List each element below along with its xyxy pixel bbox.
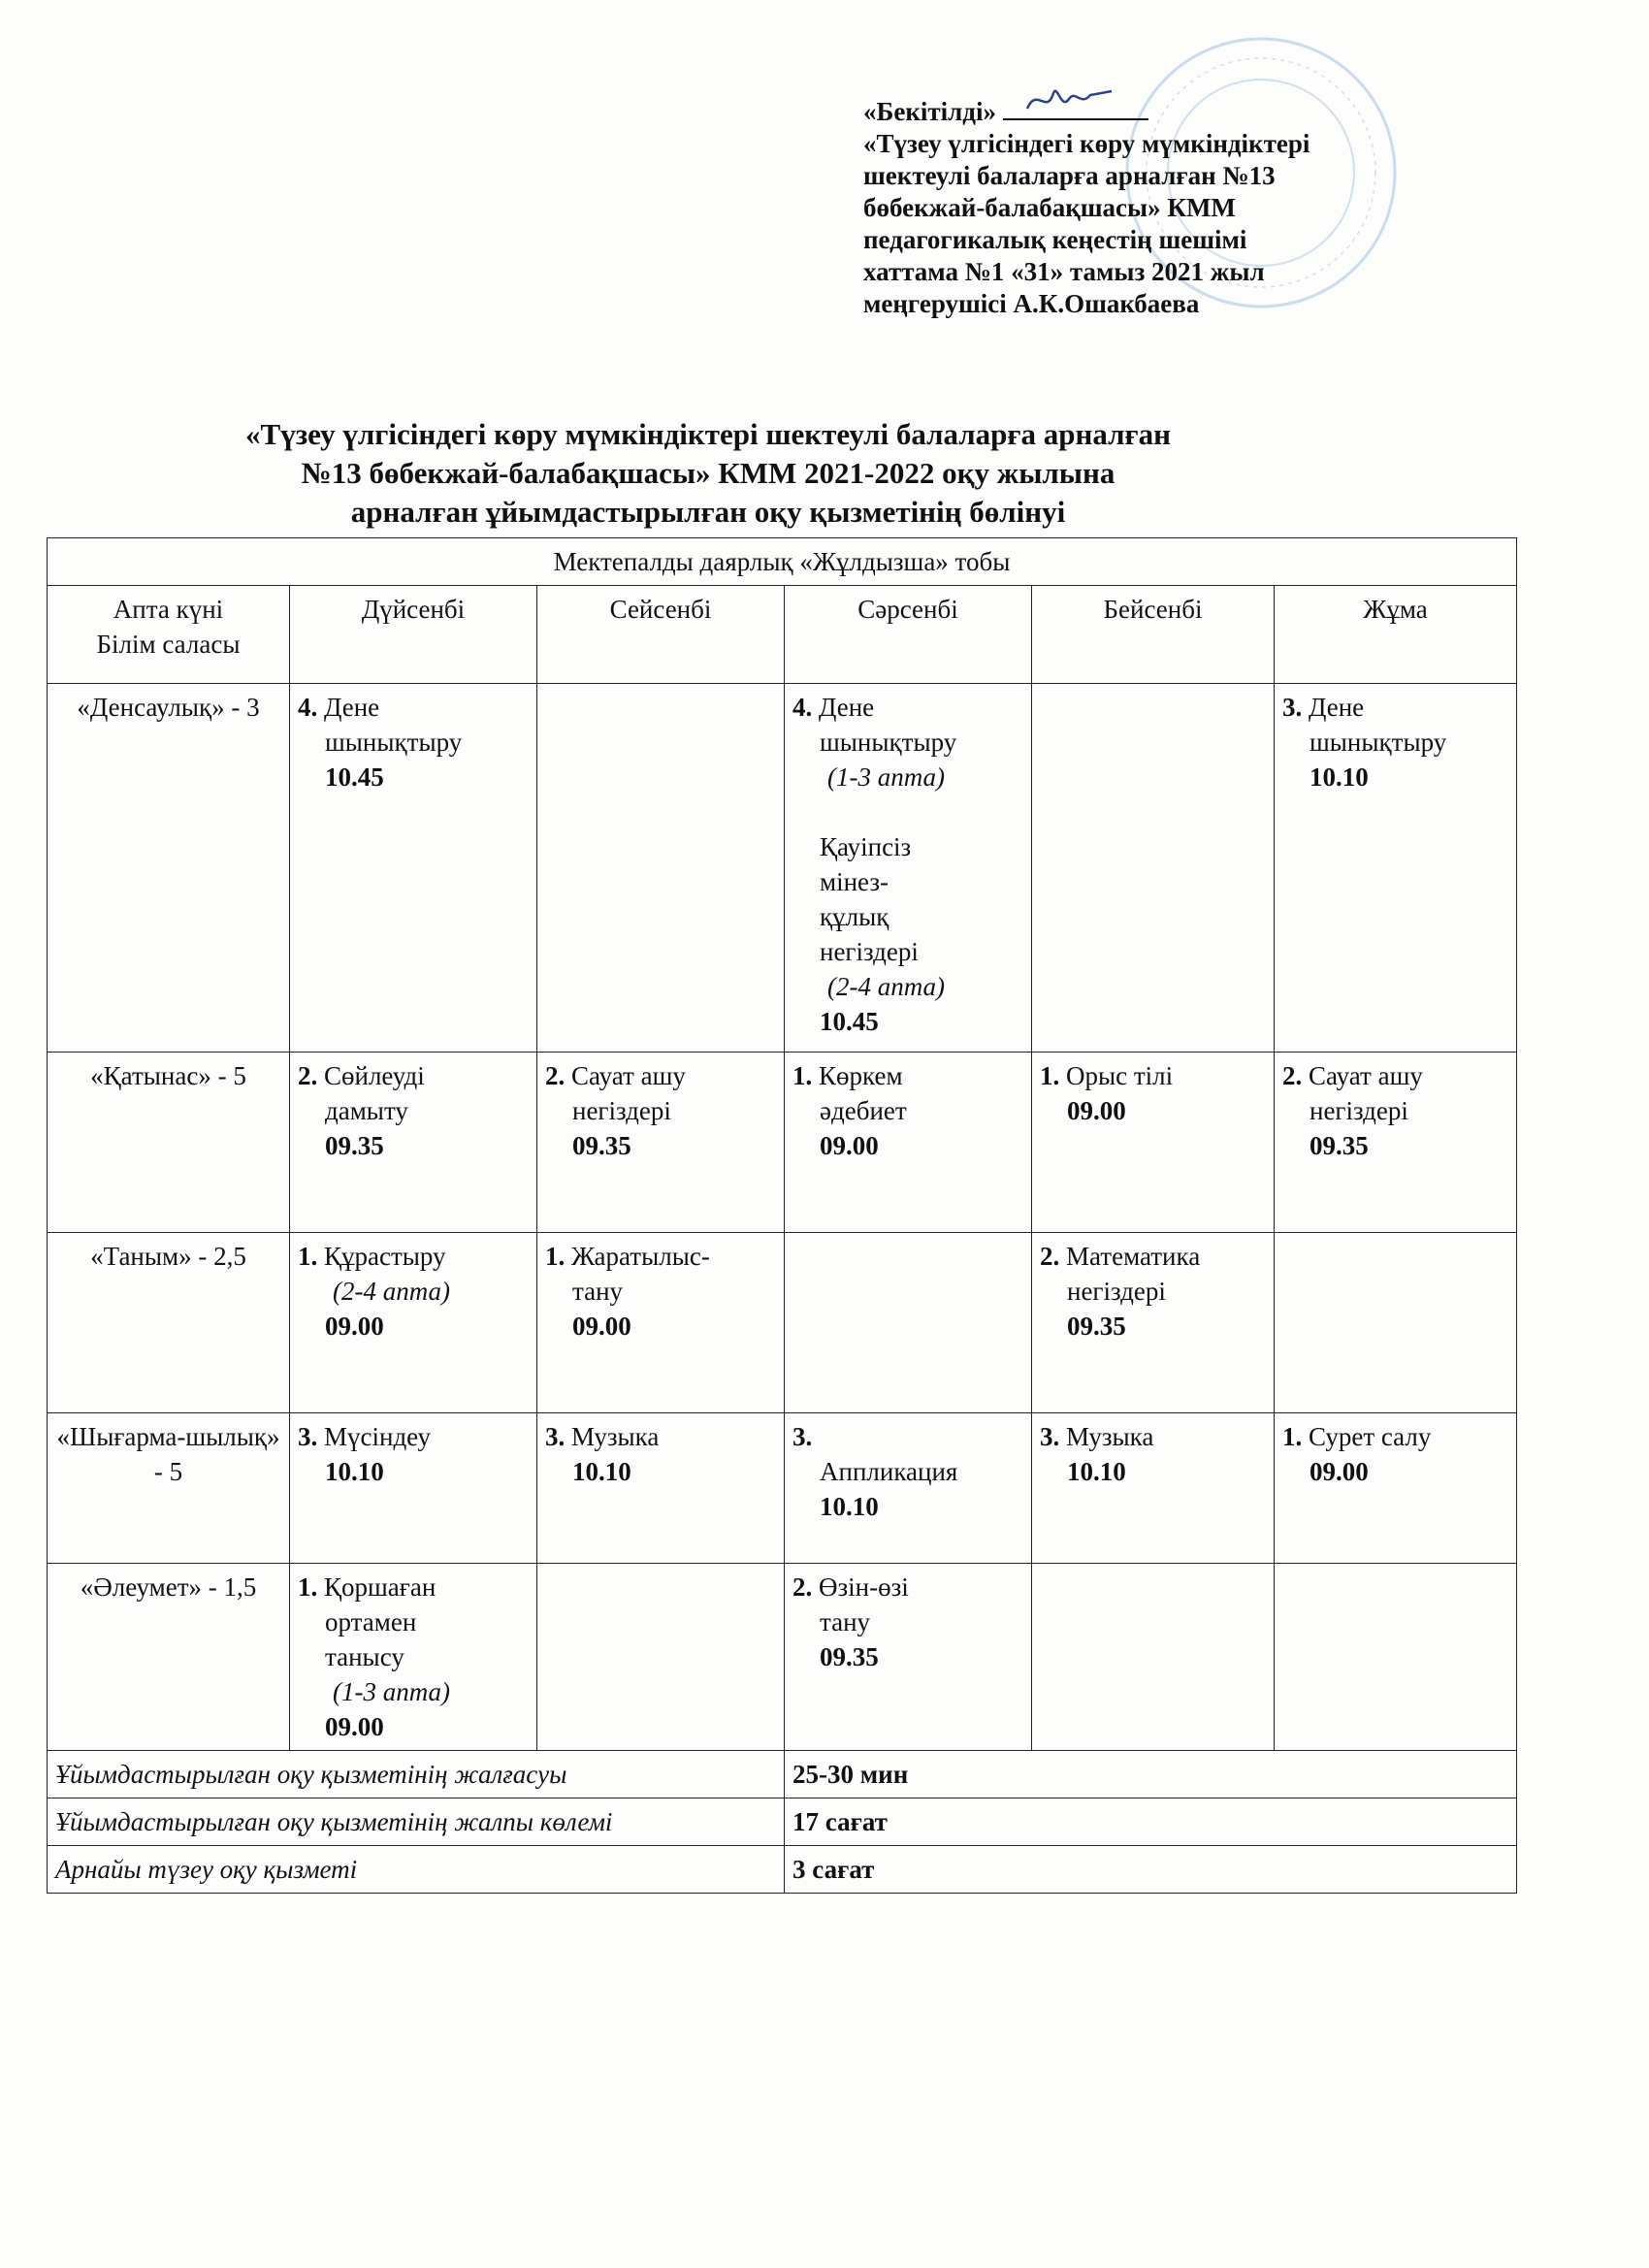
spacer [792, 794, 1023, 829]
edu-area-label: «Әлеумет» - 1,5 [48, 1564, 290, 1751]
lesson-name: Сөйлеуді [324, 1061, 425, 1090]
lesson-first-line [792, 690, 1023, 725]
lesson-first-line [545, 1058, 776, 1093]
schedule-table [47, 537, 1517, 1894]
lesson-first-line [298, 1570, 529, 1604]
lesson-name: Дене [324, 693, 380, 722]
lesson-time: 09.35 [1067, 1312, 1126, 1341]
lesson-name: Көркем [819, 1061, 903, 1090]
approval-line-1: «Түзеу үлгісіндегі көру мүмкіндіктері [863, 129, 1310, 158]
lesson-cell [1032, 1233, 1275, 1413]
lesson-name-line: тану [820, 1607, 871, 1636]
lesson-time: 10.10 [820, 1492, 879, 1521]
lesson-cell [1275, 1564, 1517, 1751]
title-line-1: «Түзеу үлгісіндегі көру мүмкіндіктері шектеулі балаларға арналған [245, 417, 1171, 451]
lesson-first-line [1040, 1058, 1266, 1093]
lesson-number: 4. [298, 693, 318, 722]
lesson-number: 2. [545, 1061, 566, 1090]
lesson-number: 1. [1040, 1061, 1060, 1090]
lesson-number: 3. [545, 1422, 566, 1451]
lesson-cell [785, 1413, 1032, 1564]
lesson-cell [785, 1053, 1032, 1233]
lesson-name: Өзін-өзі [819, 1572, 909, 1602]
lesson-cell [537, 1564, 785, 1751]
lesson-number: 1. [545, 1242, 566, 1271]
approval-line-2: шектеулі балаларға арналған №13 [863, 161, 1276, 190]
lesson-number: 1. [298, 1572, 318, 1602]
lesson-time: 09.35 [1310, 1131, 1369, 1160]
header-row [48, 586, 1517, 684]
lesson-name: Дене [819, 693, 875, 722]
lesson-cell [290, 684, 537, 1053]
lesson-weeks: (2-4 апта) [333, 1277, 451, 1306]
lesson-extra-line: мінез- [820, 867, 889, 896]
lesson-number: 2. [792, 1572, 813, 1602]
lesson-time: 10.45 [325, 762, 384, 792]
lesson-name-line: негіздері [1067, 1277, 1166, 1306]
lesson-cell [785, 1564, 1032, 1751]
lesson-cell [537, 1053, 785, 1233]
header-edu-area: Білім саласы [96, 630, 241, 659]
lesson-first-line [1282, 1419, 1508, 1454]
header-area [48, 586, 290, 684]
lesson-time: 09.00 [325, 1312, 384, 1341]
lesson-weeks: (1-3 апта) [333, 1677, 451, 1706]
title-line-3: арналған ұйымдастырылған оқу қызметінің бөлінуі [350, 495, 1066, 529]
lesson-name: Сауат ашу [571, 1061, 686, 1090]
lesson-number: 1. [792, 1061, 813, 1090]
lesson-name-line: негіздері [1310, 1096, 1408, 1125]
footer-value: 25-30 мин [785, 1751, 1517, 1798]
lesson-cell [785, 684, 1032, 1053]
lesson-time: 09.00 [1310, 1457, 1369, 1486]
lesson-cell [1032, 1053, 1275, 1233]
lesson-name-line: Аппликация [820, 1457, 958, 1486]
lesson-cell [1275, 1053, 1517, 1233]
edu-area-label: «Шығарма-шылық» - 5 [48, 1413, 290, 1564]
header-weekday: Апта күні [113, 595, 224, 624]
lesson-time: 09.00 [572, 1312, 631, 1341]
lesson-name: Құрастыру [324, 1242, 446, 1271]
footer-value: 17 сағат [785, 1798, 1517, 1846]
lesson-cell [1275, 1413, 1517, 1564]
schedule-row [48, 1564, 1517, 1751]
lesson-cell [1032, 1413, 1275, 1564]
lesson-name-line: тану [572, 1277, 624, 1306]
lesson-name: Орыс тілі [1066, 1061, 1174, 1090]
lesson-first-line [1040, 1239, 1266, 1274]
lesson-number: 2. [1040, 1242, 1060, 1271]
edu-area-label: «Таным» - 2,5 [48, 1233, 290, 1413]
lesson-weeks: (1-3 апта) [827, 762, 946, 792]
lesson-first-line [298, 1419, 529, 1454]
signature-line [1003, 95, 1148, 120]
lesson-name-line: шынықтыру [325, 728, 463, 757]
lesson-time: 10.10 [1310, 762, 1369, 792]
lesson-name-line: танысу [325, 1642, 404, 1671]
footer-row [48, 1846, 1517, 1894]
schedule-row [48, 1053, 1517, 1233]
lesson-number: 3. [792, 1422, 813, 1451]
lesson-cell [1032, 684, 1275, 1053]
lesson-cell [290, 1413, 537, 1564]
group-row [48, 538, 1517, 586]
title-line-2: №13 бөбекжай-балабақшасы» КММ 2021-2022 оқу жылына [301, 456, 1116, 490]
lesson-extra-name: Қауіпсіз [820, 832, 912, 861]
approval-line-6: меңгерушісі А.К.Ошакбаева [863, 289, 1200, 318]
footer-label: Ұйымдастырылған оқу қызметінің жалпы көлемі [48, 1798, 785, 1846]
lesson-name-line: негіздері [572, 1096, 671, 1125]
lesson-name-line: шынықтыру [820, 728, 957, 757]
lesson-cell [290, 1233, 537, 1413]
schedule-footer [48, 1751, 1517, 1894]
footer-row [48, 1798, 1517, 1846]
lesson-name: Математика [1066, 1242, 1201, 1271]
schedule-row [48, 684, 1517, 1053]
lesson-first-line [792, 1419, 1023, 1454]
lesson-name: Қоршаған [324, 1572, 436, 1602]
lesson-cell [1032, 1564, 1275, 1751]
lesson-time: 09.00 [325, 1712, 384, 1741]
lesson-number: 2. [1282, 1061, 1303, 1090]
lesson-time: 09.35 [325, 1131, 384, 1160]
lesson-first-line [545, 1419, 776, 1454]
lesson-first-line [1282, 1058, 1508, 1093]
lesson-first-line [792, 1570, 1023, 1604]
lesson-time: 10.45 [820, 1007, 879, 1036]
header-day: Сейсенбі [537, 586, 785, 684]
header-day: Дүйсенбі [290, 586, 537, 684]
lesson-number: 4. [792, 693, 813, 722]
lesson-name-line: әдебиет [820, 1096, 907, 1125]
schedule-row [48, 1413, 1517, 1564]
lesson-extra-line: құлық [820, 902, 889, 931]
lesson-extra-line: негіздері [820, 937, 919, 966]
lesson-cell [537, 1413, 785, 1564]
lesson-cell [785, 1233, 1032, 1413]
footer-label: Ұйымдастырылған оқу қызметінің жалғасуы [48, 1751, 785, 1798]
lesson-number: 1. [298, 1242, 318, 1271]
lesson-first-line [298, 690, 529, 725]
edu-area-label: «Қатынас» - 5 [48, 1053, 290, 1233]
lesson-name: Мүсіндеу [324, 1422, 431, 1451]
lesson-time: 09.35 [820, 1642, 879, 1671]
lesson-name: Музыка [571, 1422, 660, 1451]
lesson-first-line [298, 1239, 529, 1274]
lesson-number: 3. [1282, 693, 1303, 722]
lesson-cell [1275, 684, 1517, 1053]
lesson-cell [1275, 1233, 1517, 1413]
lesson-name: Музыка [1066, 1422, 1154, 1451]
lesson-time: 09.00 [820, 1131, 879, 1160]
lesson-extra-weeks: (2-4 апта) [827, 972, 946, 1001]
approval-line-4: педагогикалық кеңестің шешімі [863, 225, 1247, 254]
lesson-first-line [1282, 690, 1508, 725]
lesson-name: Сурет салу [1309, 1422, 1432, 1451]
lesson-cell [537, 1233, 785, 1413]
footer-label: Арнайы түзеу оқу қызметі [48, 1846, 785, 1894]
footer-row [48, 1751, 1517, 1798]
lesson-time: 10.10 [1067, 1457, 1126, 1486]
lesson-cell [537, 684, 785, 1053]
lesson-first-line [792, 1058, 1023, 1093]
header-day: Бейсенбі [1032, 586, 1275, 684]
lesson-name: Жаратылыс- [571, 1242, 710, 1271]
signature-icon [1022, 81, 1119, 120]
lesson-time: 10.10 [572, 1457, 631, 1486]
approval-line-3: бөбекжай-балабақшасы» КММ [863, 193, 1236, 222]
lesson-name-line: дамыту [325, 1096, 408, 1125]
header-day: Жұма [1275, 586, 1517, 684]
lesson-number: 3. [1040, 1422, 1060, 1451]
footer-value: 3 сағат [785, 1846, 1517, 1894]
lesson-time: 09.35 [572, 1131, 631, 1160]
header-day: Сәрсенбі [785, 586, 1032, 684]
lesson-number: 2. [298, 1061, 318, 1090]
lesson-time: 10.10 [325, 1457, 384, 1486]
lesson-cell [290, 1053, 537, 1233]
schedule-row [48, 1233, 1517, 1413]
lesson-name-line: ортамен [325, 1607, 417, 1636]
group-name: Мектепалды даярлық «Жұлдызша» тобы [48, 538, 1517, 586]
lesson-name: Сауат ашу [1309, 1061, 1423, 1090]
lesson-cell [290, 1564, 537, 1751]
lesson-name-line: шынықтыру [1310, 728, 1447, 757]
lesson-first-line [298, 1058, 529, 1093]
approval-line-5: хаттама №1 «31» тамыз 2021 жыл [863, 257, 1265, 286]
lesson-number: 1. [1282, 1422, 1303, 1451]
approval-label: «Бекітілді» [863, 97, 996, 126]
lesson-first-line [545, 1239, 776, 1274]
lesson-time: 09.00 [1067, 1096, 1126, 1125]
lesson-number: 3. [298, 1422, 318, 1451]
lesson-name: Дене [1309, 693, 1365, 722]
lesson-first-line [1040, 1419, 1266, 1454]
document-title [126, 415, 1290, 532]
approval-block [863, 95, 1406, 320]
edu-area-label: «Денсаулық» - 3 [48, 684, 290, 1053]
schedule-body [48, 684, 1517, 1751]
